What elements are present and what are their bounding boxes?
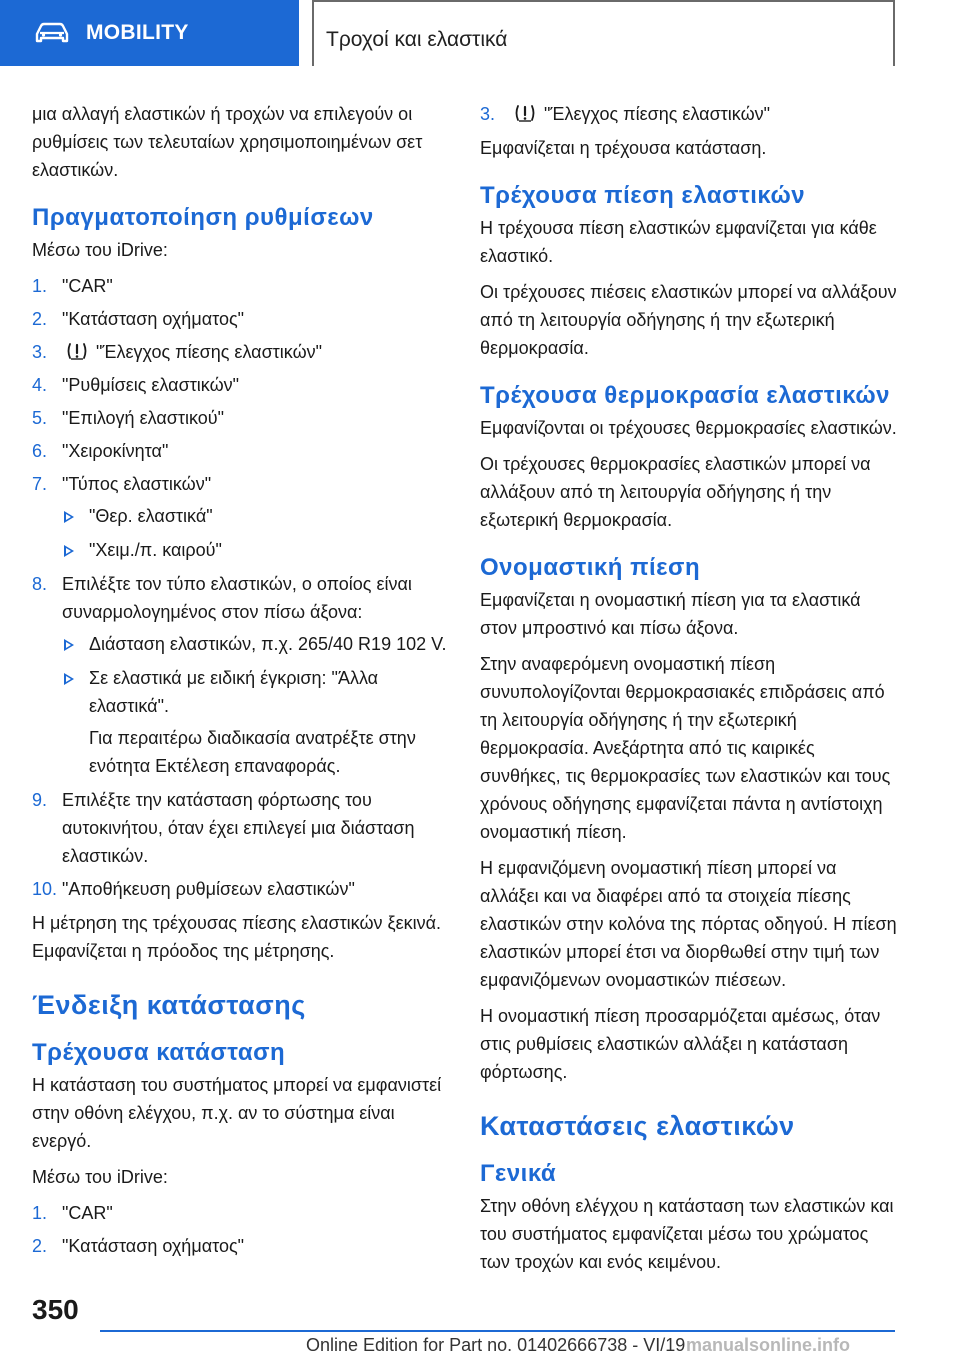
current-status-paragraph: Εμφανίζεται η τρέχουσα κατάσταση. — [480, 138, 767, 158]
sub-text: "Θερ. ελαστικά" — [89, 506, 213, 526]
step-text: "Έλεγχος πίεσης ελαστικών" — [544, 104, 771, 124]
step-number: 8. — [32, 574, 48, 594]
step-number: 7. — [32, 474, 48, 494]
paragraph: Η ονομαστική πίεση προσαρμόζεται αμέσως, όταν στις ρυθμίσεις ελαστικών αλλάξει η κατάσταση φόρτωσης. — [480, 1006, 881, 1082]
left-column — [32, 100, 452, 1266]
paragraph: Στην αναφερόμενη ονομαστική πίεση συνυπολογίζονται θερμοκρασιακές επιδράσεις από τη λειτουργία οδήγησης ή την εξωτερική θερμοκρασία. Ανεξάρτητα από τις καιρικές συνθήκες, τις θερμοκρασίες των ελαστικών και τους χρόνους οδήγησης εμφανίζεται πάντα η αντίστοιχη ονομαστική πίεση. — [480, 654, 891, 842]
list-item — [32, 371, 452, 399]
bullet-triangle-icon — [64, 545, 74, 557]
section-heading: Ένδειξη κατάστασης — [32, 990, 306, 1020]
step-number: 4. — [32, 375, 48, 395]
subsection-heading: Γενικά — [480, 1160, 557, 1187]
step-text: Επιλέξτε τον τύπο ελαστικών, ο οποίος είναι συναρμολογημένος στον πίσω άξονα: — [62, 574, 412, 622]
page-header — [0, 0, 960, 66]
section-heading: Ονομαστική πίεση — [480, 554, 701, 581]
via-idrive: Μέσω του iDrive: — [32, 1167, 168, 1187]
right-column — [480, 100, 898, 1284]
intro-paragraph: μια αλλαγή ελαστικών ή τροχών να επιλεγούν οι ρυθμίσεις των τελευταίων χρησιμοποιημένων σετ ελαστικών. — [32, 104, 423, 180]
step-text: "Κατάσταση οχήματος" — [62, 1236, 245, 1256]
subsection-heading: Τρέχουσα κατάσταση — [32, 1039, 286, 1066]
list-item — [32, 404, 452, 432]
list-item — [32, 570, 452, 780]
chapter-title: Τροχοί και ελαστικά — [326, 28, 508, 51]
list-item — [480, 100, 898, 128]
mobility-tab-label: MOBILITY — [86, 21, 189, 44]
header-divider — [312, 0, 314, 66]
step-text: "CAR" — [62, 276, 113, 296]
sub-text: "Χειμ./π. καιρού" — [89, 540, 222, 560]
step-text: "Αποθήκευση ρυθμίσεων ελαστικών" — [62, 879, 355, 899]
step-number: 2. — [32, 1236, 48, 1256]
edition-text: Online Edition for Part no. 01402666738 - VI/19 — [306, 1335, 686, 1355]
section-heading: Πραγματοποίηση ρυθμίσεων — [32, 204, 374, 231]
section-heading: Τρέχουσα πίεση ελαστικών — [480, 182, 806, 209]
step-text: "Τύπος ελαστικών" — [62, 474, 212, 494]
list-item — [32, 786, 452, 870]
header-divider — [312, 0, 895, 2]
bullet-triangle-icon — [64, 673, 74, 685]
list-item — [32, 338, 452, 366]
measurement-paragraph: Η μέτρηση της τρέχουσας πίεσης ελαστικών ξεκινά. Εμφανίζεται η πρόοδος της μέτρησης. — [32, 913, 441, 961]
step-number: 1. — [32, 276, 48, 296]
footer-divider — [100, 1330, 895, 1332]
list-item — [32, 437, 452, 465]
step-text: "Επιλογή ελαστικού" — [62, 408, 224, 428]
section-heading: Καταστάσεις ελαστικών — [480, 1111, 795, 1141]
header-divider — [893, 0, 895, 66]
step-number: 6. — [32, 441, 48, 461]
step-text: "CAR" — [62, 1203, 113, 1223]
step-number: 10. — [32, 879, 58, 899]
step-number: 5. — [32, 408, 48, 428]
step-text: "Ρυθμίσεις ελαστικών" — [62, 375, 240, 395]
sub-list-item — [62, 630, 452, 658]
status-paragraph: Η κατάσταση του συστήματος μπορεί να εμφανιστεί στην οθόνη ελέγχου, π.χ. αν το σύστημα είναι ενεργό. — [32, 1075, 442, 1151]
tire-pressure-warning-icon — [514, 103, 536, 123]
step-number: 2. — [32, 309, 48, 329]
bullet-triangle-icon — [64, 639, 74, 651]
sub-list-item — [62, 664, 452, 780]
sub-list-item — [62, 536, 452, 564]
tire-pressure-warning-icon — [66, 341, 88, 361]
step-text: Επιλέξτε την κατάσταση φόρτωσης του αυτοκινήτου, όταν έχει επιλεγεί μια διάσταση ελαστικών. — [62, 790, 415, 866]
watermark: manualsonline.info — [686, 1335, 851, 1355]
list-item — [32, 875, 452, 903]
page-number: 350 — [32, 1294, 79, 1325]
paragraph: Στην οθόνη ελέγχου η κατάσταση των ελαστικών και του συστήματος εμφανίζεται μέσω του χρώματος των τροχών και ενός κειμένου. — [480, 1196, 894, 1272]
via-idrive: Μέσω του iDrive: — [32, 240, 168, 260]
step-number: 9. — [32, 790, 48, 810]
list-item — [32, 1199, 452, 1227]
sub-text: Σε ελαστικά με ειδική έγκριση: "Άλλα ελαστικά". — [89, 668, 379, 716]
paragraph: Οι τρέχουσες πιέσεις ελαστικών μπορεί να αλλάξουν από τη λειτουργία οδήγησης ή την εξωτερική θερμοκρασία. — [480, 282, 897, 358]
sub-list — [62, 630, 452, 780]
list-item — [32, 305, 452, 333]
sub-note: Για περαιτέρω διαδικασία ανατρέξτε στην ενότητα Εκτέλεση επαναφοράς. — [89, 728, 416, 776]
step-number: 1. — [32, 1203, 48, 1223]
paragraph: Εμφανίζεται η ονομαστική πίεση για τα ελαστικά στον μπροστινό και πίσω άξονα. — [480, 590, 861, 638]
step-text: "Κατάσταση οχήματος" — [62, 309, 245, 329]
list-item — [32, 1232, 452, 1260]
step-text: "Έλεγχος πίεσης ελαστικών" — [96, 342, 323, 362]
bullet-triangle-icon — [64, 511, 74, 523]
list-item — [32, 470, 452, 564]
paragraph: Οι τρέχουσες θερμοκρασίες ελαστικών μπορεί να αλλάξουν από τη λειτουργία οδήγησης ή την εξωτερική θερμοκρασία. — [480, 454, 871, 530]
paragraph: Η τρέχουσα πίεση ελαστικών εμφανίζεται για κάθε ελαστικό. — [480, 218, 877, 266]
section-heading: Τρέχουσα θερμοκρασία ελαστικών — [480, 382, 891, 409]
paragraph: Η εμφανιζόμενη ονομαστική πίεση μπορεί να αλλάξει και να διαφέρει από τα στοιχεία πίεσης ελαστικών στην κολόνα της πόρτας οδηγού. Η πίεση ελαστικών μπορεί έτσι να διορθωθεί στην τιμή των εμφανιζόμενων ονομαστικών πιέσεων. — [480, 858, 897, 990]
paragraph: Εμφανίζονται οι τρέχουσες θερμοκρασίες ελαστικών. — [480, 418, 897, 438]
step-number: 3. — [32, 342, 48, 362]
car-icon — [34, 21, 70, 45]
sub-list — [62, 502, 452, 564]
step-number: 3. — [480, 104, 496, 124]
settings-steps — [32, 272, 452, 903]
sub-list-item — [62, 502, 452, 530]
sub-text: Διάσταση ελαστικών, π.χ. 265/40 R19 102 V. — [89, 634, 447, 654]
step-text: "Χειροκίνητα" — [62, 441, 169, 461]
mobility-tab[interactable] — [0, 0, 299, 66]
status-steps — [32, 1199, 452, 1260]
status-steps-continued — [480, 100, 898, 128]
list-item — [32, 272, 452, 300]
